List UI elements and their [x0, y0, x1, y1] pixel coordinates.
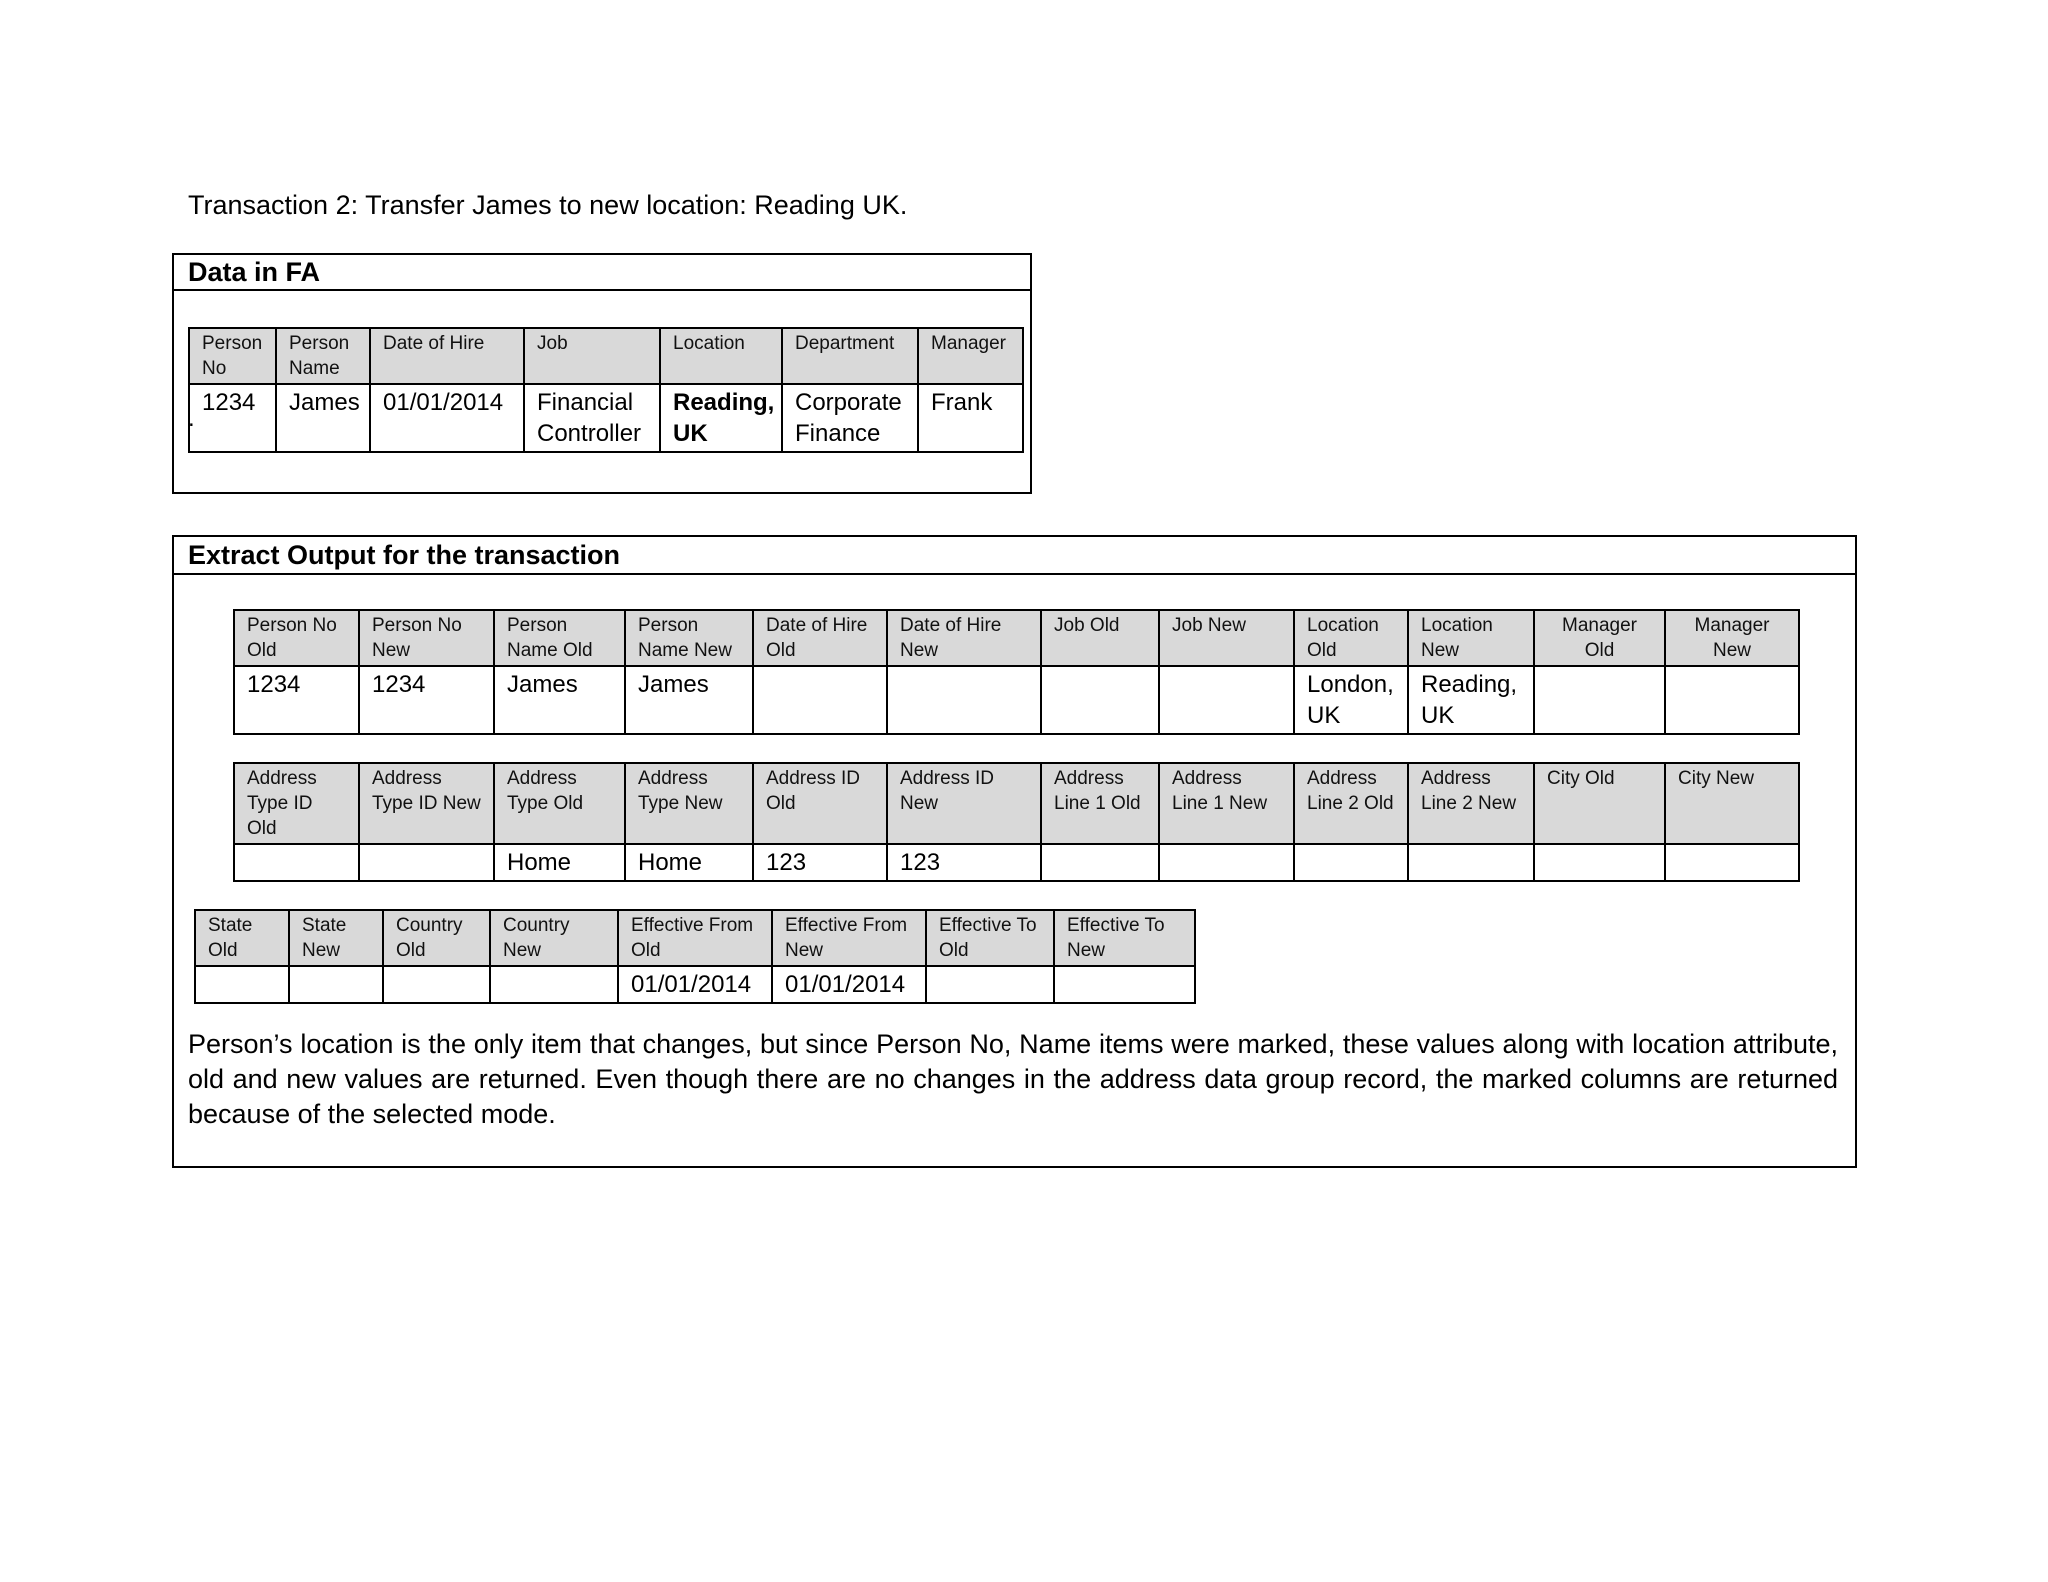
header-location-new: Location New	[1408, 610, 1534, 666]
header-address-type-id-old: Address Type ID Old	[234, 763, 359, 844]
cell-effective-from-new: 01/01/2014	[772, 966, 926, 1003]
table-row	[234, 844, 1799, 881]
cell-effective-to-old	[926, 966, 1054, 1003]
cell-location-old: London, UK	[1294, 666, 1408, 734]
header-address-type-id-new: Address Type ID New	[359, 763, 494, 844]
cell-date-of-hire-old	[753, 666, 887, 734]
cell-person-name-old: James	[494, 666, 625, 734]
header-date-of-hire-new: Date of Hire New	[887, 610, 1041, 666]
header-location-old: Location Old	[1294, 610, 1408, 666]
table-header-row	[234, 763, 1799, 844]
header-manager-old: Manager Old	[1534, 610, 1665, 666]
cell-effective-from-old: 01/01/2014	[618, 966, 772, 1003]
header-person-no: Person No	[189, 328, 276, 384]
cell-city-new	[1665, 844, 1799, 881]
cell-department: Corporate Finance	[782, 384, 918, 452]
cell-address-line-1-old	[1041, 844, 1159, 881]
header-address-line-1-old: Address Line 1 Old	[1041, 763, 1159, 844]
header-department: Department	[782, 328, 918, 384]
header-date-of-hire: Date of Hire	[370, 328, 524, 384]
cell-location-new: Reading, UK	[1408, 666, 1534, 734]
cell-job: Financial Controller	[524, 384, 660, 452]
cell-date-of-hire: 01/01/2014	[370, 384, 524, 452]
header-job-old: Job Old	[1041, 610, 1159, 666]
cell-manager: Frank	[918, 384, 1023, 452]
cell-address-type-old: Home	[494, 844, 625, 881]
extract-output-title: Extract Output for the transaction	[174, 537, 1855, 575]
table-header-row	[189, 328, 1023, 384]
transaction-heading: Transaction 2: Transfer James to new location: Reading UK.	[188, 190, 908, 220]
cell-job-new	[1159, 666, 1294, 734]
header-country-new: Country New	[490, 910, 618, 966]
header-person-no-new: Person No New	[359, 610, 494, 666]
cell-address-type-id-old	[234, 844, 359, 881]
table-header-row	[234, 610, 1799, 666]
cell-person-no-old: 1234	[234, 666, 359, 734]
header-address-line-2-old: Address Line 2 Old	[1294, 763, 1408, 844]
cell-country-old	[383, 966, 490, 1003]
cell-manager-old	[1534, 666, 1665, 734]
cell-address-type-new: Home	[625, 844, 753, 881]
header-country-old: Country Old	[383, 910, 490, 966]
header-address-type-new: Address Type New	[625, 763, 753, 844]
cell-person-no: 1234	[189, 384, 276, 452]
cell-person-no-new: 1234	[359, 666, 494, 734]
header-job-new: Job New	[1159, 610, 1294, 666]
header-location: Location	[660, 328, 782, 384]
cell-person-name-new: James	[625, 666, 753, 734]
cell-country-new	[490, 966, 618, 1003]
cell-job-old	[1041, 666, 1159, 734]
header-person-name-old: Person Name Old	[494, 610, 625, 666]
cell-location: Reading, UK	[660, 384, 782, 452]
table-row	[189, 384, 1023, 452]
header-manager: Manager	[918, 328, 1023, 384]
extract-state-country-table	[194, 909, 1196, 1004]
header-address-id-new: Address ID New	[887, 763, 1041, 844]
data-in-fa-title: Data in FA	[174, 255, 1030, 291]
cell-address-type-id-new	[359, 844, 494, 881]
trailing-period: .	[188, 405, 195, 432]
header-address-line-1-new: Address Line 1 New	[1159, 763, 1294, 844]
cell-address-line-2-new	[1408, 844, 1534, 881]
fa-data-table	[188, 327, 1024, 453]
cell-address-id-new: 123	[887, 844, 1041, 881]
extract-person-table	[233, 609, 1800, 735]
header-state-new: State New	[289, 910, 383, 966]
header-city-old: City Old	[1534, 763, 1665, 844]
cell-effective-to-new	[1054, 966, 1195, 1003]
header-manager-new: Manager New	[1665, 610, 1799, 666]
header-address-type-old: Address Type Old	[494, 763, 625, 844]
header-person-name-new: Person Name New	[625, 610, 753, 666]
header-effective-to-old: Effective To Old	[926, 910, 1054, 966]
explanation-paragraph: Person’s location is the only item that changes, but since Person No, Name items were marked, these values along with location attribute, old and new values are returned. Even though there are no changes in the address data group record, the marked columns are returned because of the selected mode.	[188, 1029, 1838, 1129]
header-address-line-2-new: Address Line 2 New	[1408, 763, 1534, 844]
header-city-new: City New	[1665, 763, 1799, 844]
table-row	[234, 666, 1799, 734]
header-effective-from-old: Effective From Old	[618, 910, 772, 966]
cell-address-id-old: 123	[753, 844, 887, 881]
header-effective-from-new: Effective From New	[772, 910, 926, 966]
table-row	[195, 966, 1195, 1003]
header-state-old: State Old	[195, 910, 289, 966]
extract-address-table	[233, 762, 1800, 882]
cell-address-line-1-new	[1159, 844, 1294, 881]
header-address-id-old: Address ID Old	[753, 763, 887, 844]
cell-state-old	[195, 966, 289, 1003]
header-person-no-old: Person No Old	[234, 610, 359, 666]
cell-manager-new	[1665, 666, 1799, 734]
cell-city-old	[1534, 844, 1665, 881]
header-effective-to-new: Effective To New	[1054, 910, 1195, 966]
extract-output-panel	[172, 535, 1857, 1168]
header-date-of-hire-old: Date of Hire Old	[753, 610, 887, 666]
header-job: Job	[524, 328, 660, 384]
cell-state-new	[289, 966, 383, 1003]
cell-person-name: James	[276, 384, 370, 452]
cell-date-of-hire-new	[887, 666, 1041, 734]
header-person-name: Person Name	[276, 328, 370, 384]
cell-address-line-2-old	[1294, 844, 1408, 881]
data-in-fa-panel	[172, 253, 1032, 494]
table-header-row	[195, 910, 1195, 966]
